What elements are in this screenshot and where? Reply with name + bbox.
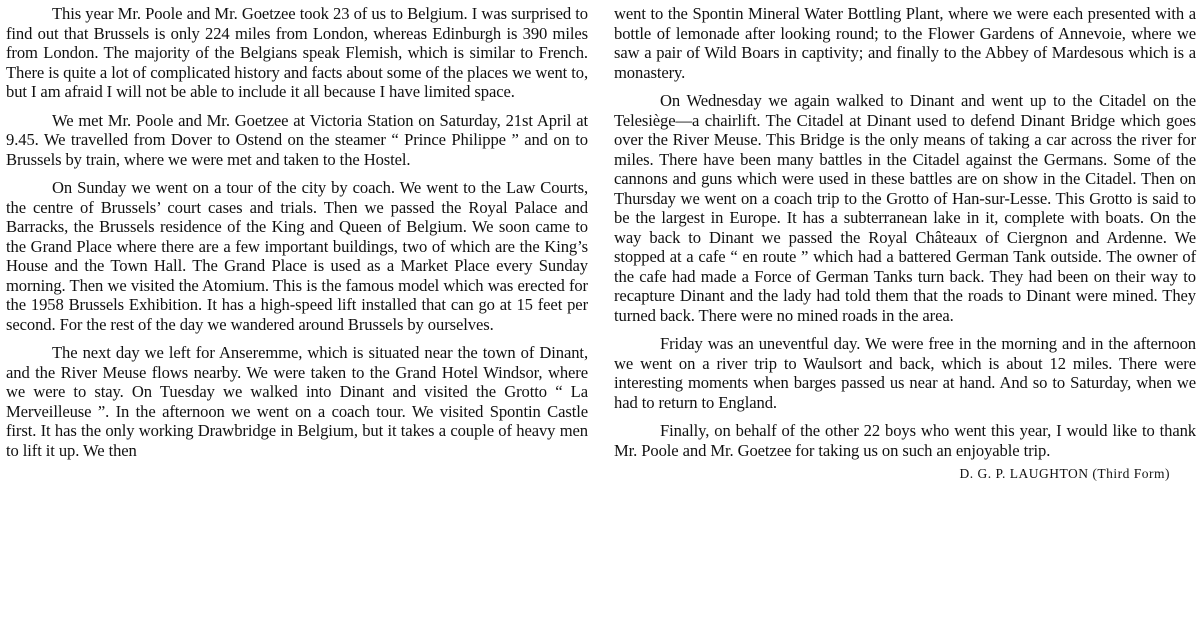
paragraph-continuation: went to the Spontin Mineral Water Bottling Plant, where we were each presented with a bottle of lemonade after looking round; to the Flower Gardens of Annevoie, where we saw a pair of Wild Boars in captivity; and finally to the Abbey of Mardesous which is a monastery. bbox=[614, 4, 1196, 82]
right-column bbox=[614, 4, 1196, 483]
paragraph-wednesday-thursday: On Wednesday we again walked to Dinant and went up to the Citadel on the Telesiège—a chairlift. The Citadel at Dinant used to defend Dinant Bridge which goes over the River Meuse. This Bridge is the only means of taking a car across the river for miles. There have been many battles in the Citadel against the Germans. Some of the cannons and guns which were used in these battles are on show in the Citadel. Then on Thursday we went on a coach trip to the Grotto of Han-sur-Lesse. This Grotto is said to be the largest in Europe. It has a subterranean lake in it, complete with boats. On the way back to Dinant we passed the Royal Châteaux of Ciergnon and Ardenne. We stopped at a cafe “ en route ” which had a battered German Tank outside. The owner of the cafe had made a Force of German Tanks turn back. They had been on their way to recapture Dinant and the lady had told them that the roads to Dinant were mined. They turned back. There were no mined roads in the area. bbox=[614, 91, 1196, 325]
paragraph-thanks: Finally, on behalf of the other 22 boys who went this year, I would like to thank Mr. Poole and Mr. Goetzee for taking us on such an enjoyable trip. bbox=[614, 421, 1196, 460]
paragraph-anseremme: The next day we left for Anseremme, which is situated near the town of Dinant, and the River Meuse flows nearby. We were taken to the Grand Hotel Windsor, where we were to stay. On Tuesday we walked into Dinant and visited the Grotto “ La Merveilleuse ”. In the afternoon we went on a coach tour. We visited Spontin Castle first. It has the only working Drawbridge in Belgium, but it takes a couple of heavy men to lift it up. We then bbox=[6, 343, 588, 460]
paragraph-saturday-travel: We met Mr. Poole and Mr. Goetzee at Victoria Station on Saturday, 21st April at 9.45. We travelled from Dover to Ostend on the steamer “ Prince Philippe ” and on to Brussels by train, where we were met and taken to the Hostel. bbox=[6, 110, 588, 169]
paragraph-friday: Friday was an uneventful day. We were free in the morning and in the afternoon we went on a river trip to Waulsort and back, which is about 12 miles. There were interesting moments when barges passed us near at hand. And so to Saturday, when we had to return to England. bbox=[614, 334, 1196, 412]
paragraph-introduction: This year Mr. Poole and Mr. Goetzee took 23 of us to Belgium. I was surprised to find out that Brussels is only 224 miles from London, whereas Edinburgh is 390 miles from London. The majority of the Belgians speak Flemish, which is similar to French. There is quite a lot of complicated history and facts about some of the places we went to, but I am afraid I will not be able to include it all because I have limited space. bbox=[6, 4, 588, 101]
paragraph-sunday-tour: On Sunday we went on a tour of the city by coach. We went to the Law Courts, the centre of Brussels’ court cases and trials. Then we passed the Royal Palace and Barracks, the Brussels residence of the King and Queen of Belgium. We soon came to the Grand Place where there are a few important buildings, two of which are the King’s House and the Town Hall. The Grand Place is used as a Market Place every Sunday morning. Then we visited the Atomium. This is the famous model which was erected for the 1958 Brussels Exhibition. It has a high-speed lift installed that can go at 15 feet per second. For the rest of the day we wandered around Brussels by ourselves. bbox=[6, 178, 588, 334]
author-signature: D. G. P. LAUGHTON (Third Form) bbox=[959, 466, 1170, 481]
left-column bbox=[6, 4, 588, 469]
